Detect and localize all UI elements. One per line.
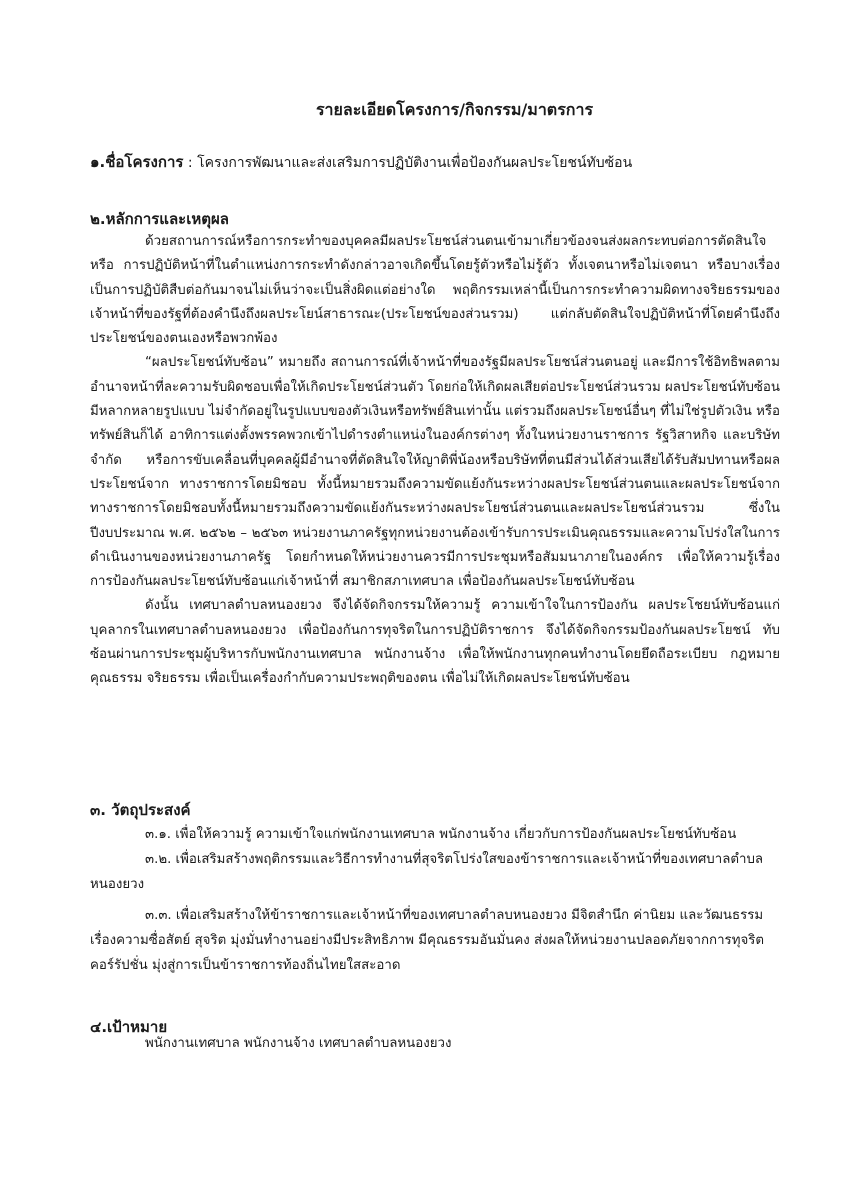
project-name-line [90,150,632,174]
project-separator: : [183,155,198,171]
objective-item-2 [90,847,780,897]
objective-item-3 [90,903,780,978]
paragraph-therefore: ดังนั้น เทศบาลตำบลหนองยวง จึงได้จัดกิจกรรมให้ความรู้ ความเข้าใจในการป้องกัน ผลประโชยน์ทับซ้อนแก่บุคลากรในเทศบาลตำบลหนองยวง เพื่อป้องกันการทุจริตในการปฏิบัติราชการ จึงได้จัดกิจกรรมป้องกันผลประโยชน์ ทับซ้อนผ่านการประชุมผู้บริหารกับพนักงานเทศบาล พนักงานจ้าง เพื่อให้พนักงานทุกคนทำงานโดยยึดถือระเบียบ กฎหมาย คุณธรรม จริยธรรม เพื่อเป็นเครื่องกำกับความประพฤติของตน เพื่อไม่ให้เกิดผลประโยชน์ทับซ้อน [90,598,780,687]
section-2-heading: ๒.หลักการและเหตุผล [90,210,229,228]
objective-text-3: ๓.๓. เพื่อเสริมสร้างให้ข้าราชการและเจ้าหน้าที่ของเทศบาลตำลบหนองยวง มีจิตสำนึก ค่านิยม และวัฒนธรรม เรื่องความซื่อสัตย์ สุจริต มุ่งมั่นทำงานอย่างมีประสิทธิภาพ มีคุณธรรมอันมั่นคง ส่งผลให้หน่วยงานปลอดภัยจากการทุจริตคอร์รัปชั่น มุ่งสู่การเป็นข้าราชการท้องถิ่นไทยใสสะอาด [90,908,765,973]
objective-text-2: ๓.๒. เพื่อเสริมสร้างพฤติกรรมและวิธีการทำงานที่สุจริตโปร่งใสของข้าราชการและเจ้าหน้าที่ของเทศบาลตำบลหนองยวง [90,852,764,892]
section-3-heading: ๓. วัตถุประสงค์ [90,801,191,819]
project-label: ๑.ชื่อโครงการ [90,153,184,171]
section-4-heading: ๔.เป้าหมาย [90,1018,168,1036]
section-2-body [90,230,780,692]
paragraph-background: ด้วยสถานการณ์หรือการกระทำของบุคคลมีผลประโยชน์ส่วนตนเข้ามาเกี่ยวข้องจนส่งผลกระทบต่อการตัดสินใจหรือ การปฏิบัติหน้าที่ในตำแหน่งการกระทำดังกล่าวอาจเกิดขึ้นโดยรู้ตัวหรือไม่รู้ตัว ทั้งเจตนาหรือไม่เจตนา หรือบางเรื่องเป็นการปฏิบัติสืบต่อกันมาจนไม่เห็นว่าจะเป็นสิ่งผิดแต่อย่างใด พฤติกรรมเหล่านี้เป็นการกระทำความผิดทางจริยธรรมของ เจ้าหน้าที่ของรัฐที่ต้องคำนึงถึงผลประโยน์สาธารณะ(ประโยชน์ของส่วนรวม) แต่กลับตัดสินใจปฏิบัติหน้าที่โดยคำนึงถึง ประโยชน์ของตนเองหรือพวกพ้อง [90,234,780,347]
paragraph-definition: “ผลประโยชน์ทับซ้อน” หมายถึง สถานการณ์ที่เจ้าหน้าที่ของรัฐมีผลประโยชน์ส่วนตนอยู่ และมีการใช้อิทธิพลตาม อำนาจหน้าที่ละความรับผิดชอบเพื่อให้เกิดประโยชน์ส่วนตัว โดยก่อให้เกิดผลเสียต่อประโยชน์ส่วนรวม ผลประโยชน์ทับซ้อนมีหลากหลายรูปแบบ ไม่จำกัดอยู่ในรูปแบบของตัวเงินหรือทรัพย์สินเท่านั้น แต่รวมถึงผลประโยชน์อื่นๆ ที่ไม่ใช่รูปตัวเงิน หรือทรัพย์สินก็ได้ อาทิการแต่งตั้งพรรคพวกเข้าไปดำรงตำแหน่งในองค์กรต่างๆ ทั้งในหน่วยงานราชการ รัฐวิสาหกิจ และบริษัท จำกัด หรือการขับเคลื่อนที่บุคคลผู้มีอำนาจที่ตัดสินใจให้ญาติพี่น้องหรือบริษัทที่ตนมีส่วนได้ส่วนเสียได้รับสัมปทานหรือผลประโยชน์จาก ทางราชการโดยมิชอบ ทั้งนี้หมายรวมถึงความขัดแย้งกันระหว่างผลประโยชน์ส่วนตนและผลประโยชน์จากทางราชการโดยมิชอบทั้งนี้หมายรวมถึงความขัดแย้งกันระหว่างผลประโยชน์ส่วนตนและผลประโยชน์ส่วนรวม ซึ่งในปีงบประมาณ พ.ศ. ๒๕๖๒ – ๒๕๖๓ หน่วยงานภาครัฐทุกหน่วยงานต้องเข้ารับการประเมินคุณธรรมและความโปร่งใสในการ ดำเนินงานของหน่วยงานภาครัฐ โดยกำหนดให้หน่วยงานควรมีการประชุมหรือสัมมนาภายในองค์กร เพื่อให้ความรู้เรื่องการป้องกันผลประโยชน์ทับซ้อนแก่เจ้าหน้าที่ สมาชิกสภาเทศบาล เพื่อป้องกันผลประโยชน์ทับซ้อน [90,355,780,590]
project-name: โครงการพัฒนาและส่งเสริมการปฏิบัติงานเพื่อป้องกันผลประโยชน์ทับซ้อน [197,155,633,171]
target-text: พนักงานเทศบาล พนักงานจ้าง เทศบาลตำบลหนองยวง [145,1036,452,1051]
objective-item-1 [90,822,780,847]
document-title: รายละเอียดโครงการ/กิจกรรม/มาตรการ [315,100,594,119]
objective-text-1: ๓.๑. เพื่อให้ความรู้ ความเข้าใจแก่พนักงานเทศบาล พนักงานจ้าง เกี่ยวกับการป้องกันผลประโยชน์ทับซ้อน [145,827,737,842]
